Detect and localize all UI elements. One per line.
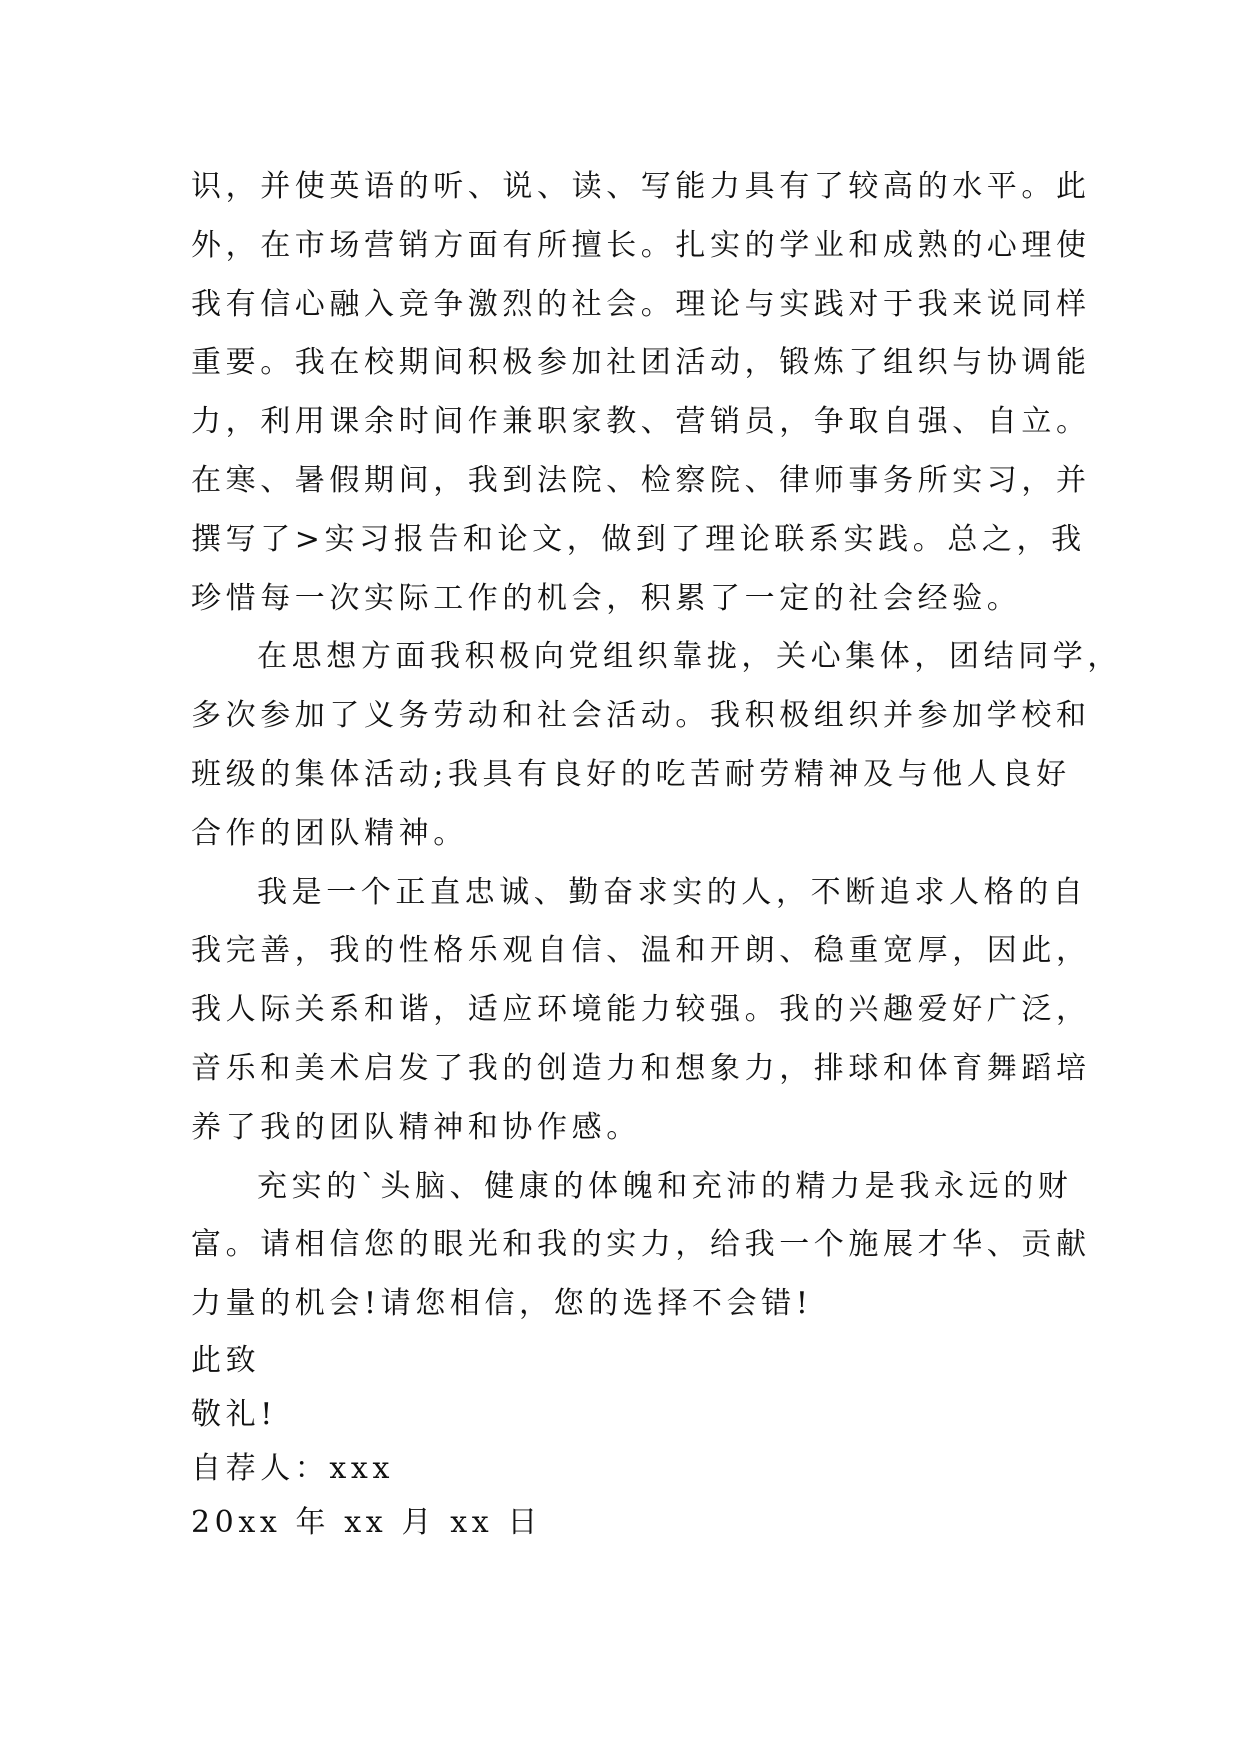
- text-line: 撰写了>实习报告和论文，做到了理论联系实践。总之，我: [191, 521, 1086, 557]
- text-line: 力量的机会!请您相信，您的选择不会错!: [191, 1286, 813, 1322]
- paragraph-education-practice: [191, 158, 1091, 628]
- text-line: 我是一个正直忠诚、勤奋求实的人，不断追求人格的自: [257, 874, 1088, 910]
- text-line: 在寒、暑假期间，我到法院、检察院、律师事务所实习，并: [191, 462, 1091, 498]
- paragraph-ideology: [191, 628, 1122, 863]
- date-line: 20xx 年 xx 月 xx 日: [191, 1504, 542, 1540]
- signer-line: 自荐人：xxx: [191, 1450, 394, 1486]
- text-line: 合作的团队精神。: [191, 815, 468, 851]
- letter-closing: [191, 1334, 1051, 1550]
- text-line: 力，利用课余时间作兼职家教、营销员，争取自强、自立。: [191, 404, 1091, 440]
- paragraph-personality: [191, 864, 1091, 1158]
- text-line: 在思想方面我积极向党组织靠拢，关心集体，团结同学，: [257, 639, 1122, 675]
- salutation-jing-li: 敬礼!: [191, 1396, 277, 1432]
- text-line: 班级的集体活动;我具有良好的吃苦耐劳精神及与他人良好: [191, 756, 1071, 792]
- text-line: 珍惜每一次实际工作的机会，积累了一定的社会经验。: [191, 580, 1022, 616]
- text-line: 外，在市场营销方面有所擅长。扎实的学业和成熟的心理使: [191, 227, 1091, 263]
- text-line: 我有信心融入竞争激烈的社会。理论与实践对于我来说同样: [191, 286, 1091, 322]
- text-line: 重要。我在校期间积极参加社团活动，锻炼了组织与协调能: [191, 345, 1091, 381]
- text-line: 音乐和美术启发了我的创造力和想象力，排球和体育舞蹈培: [191, 1050, 1091, 1086]
- text-line: 我人际关系和谐，适应环境能力较强。我的兴趣爱好广泛，: [191, 992, 1091, 1028]
- text-line: 富。请相信您的眼光和我的实力，给我一个施展才华、贡献: [191, 1227, 1091, 1263]
- text-line: 多次参加了义务劳动和社会活动。我积极组织并参加学校和: [191, 698, 1091, 734]
- salutation-ci-zhi: 此致: [191, 1342, 261, 1378]
- paragraph-conclusion: [191, 1158, 1091, 1334]
- text-line: 识，并使英语的听、说、读、写能力具有了较高的水平。此: [191, 169, 1091, 204]
- text-line: 养了我的团队精神和协作感。: [191, 1109, 641, 1145]
- text-line: 我完善，我的性格乐观自信、温和开朗、稳重宽厚，因此，: [191, 933, 1091, 969]
- letter-body: [191, 158, 1122, 1550]
- text-line: 充实的`头脑、健康的体魄和充沛的精力是我永远的财: [257, 1168, 1073, 1204]
